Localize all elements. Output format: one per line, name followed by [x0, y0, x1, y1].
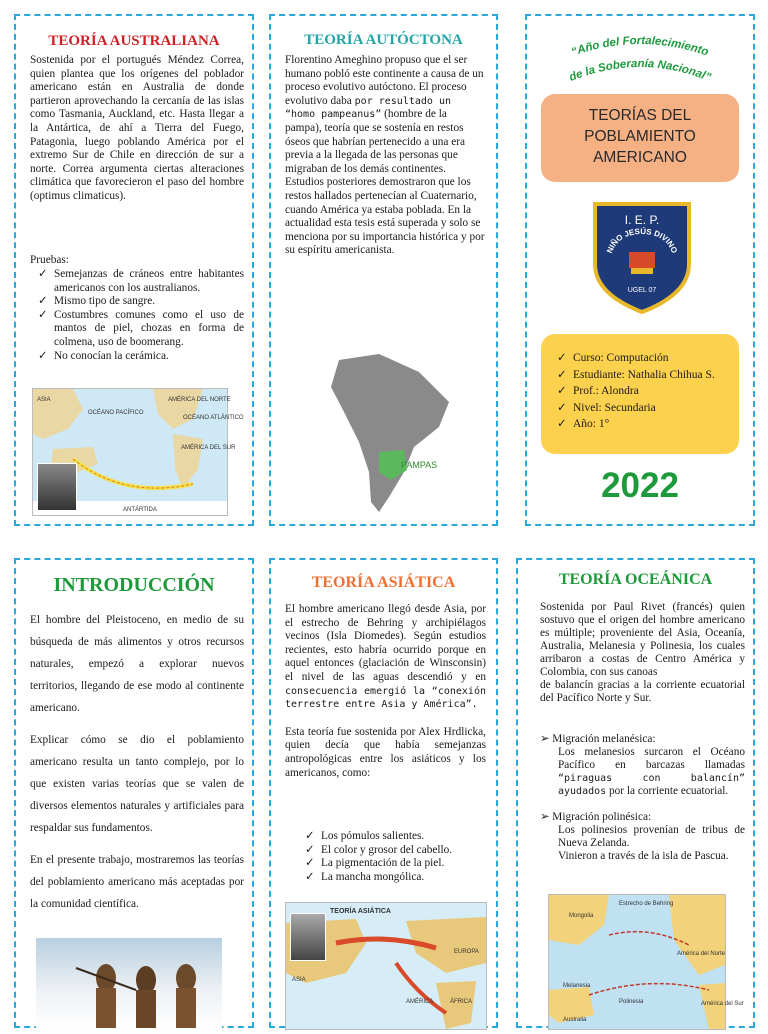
asiatica-list — [301, 830, 485, 884]
map-label-america-sur: América del Sur — [701, 1001, 744, 1007]
map-title: TEORÍA ASIÁTICA — [330, 908, 391, 915]
australiana-pruebas-list — [34, 268, 244, 363]
asiatica-map-image — [285, 902, 487, 1030]
panel-teoria-oceanica — [516, 558, 755, 1028]
intro-paragraph: El hombre del Pleistoceno, en medio de su búsqueda de más alimentos y otros recursos naturales, empezó a explorar nuevos territorios, llegando de ese modo al continente americano. — [30, 614, 244, 714]
panel-introduccion — [14, 558, 254, 1028]
info-item-curso: ✓ Curso: Computación — [557, 350, 729, 367]
map-label-america-sur: AMÉRICA DEL SUR — [181, 445, 236, 451]
list-item: ✓ Costumbres comunes como el uso de mantos de piel, chozas en forma de colmena, uso de boomerang. — [38, 308, 244, 348]
check-icon: ✓ — [38, 268, 48, 280]
list-item: ✓ La mancha mongólica. — [305, 870, 425, 883]
australiana-title: TEORÍA AUSTRALIANA — [48, 33, 220, 49]
panel-teoria-australiana — [14, 14, 254, 526]
motto-line-1: “Año del Fortalecimiento — [570, 34, 710, 59]
map-label-america-norte: América del Norte — [677, 951, 726, 957]
list-item: ✓ El color y grosor del cabello. — [305, 843, 453, 856]
panel-teoria-autoctona — [269, 14, 498, 526]
motto-line-2: de la Soberanía Nacional” — [567, 57, 713, 84]
asiatica-body: El hombre americano llegó desde Asia, por el estrecho de Behring y archipiélagos vecinos (Isla Diomedes). Según estudios recientes, esto habría ocurrido porque en aquel entonces (glaciación de Winsconsin) el nivel de las aguas descendió y en consecuencia emergió la “conexión terrestre entre Asia y América”. Esta teoría fue sostenida por Alex Hrdlicka, quien decía que había semejanzas antropológicas entre los asiáticos y los americanos, como: — [285, 603, 486, 779]
cover-info-list — [553, 350, 729, 433]
list-item: ✓ Mismo tipo de sangre. — [38, 295, 156, 308]
info-item-estudiante: ✓ Estudiante: Nathalia Chihua S. — [557, 367, 729, 384]
svg-text:“Año del Fortalecimiento — [570, 35, 710, 59]
cover-title-line: POBLAMIENTO — [584, 128, 696, 145]
cover-title-line: TEORÍAS DEL — [588, 107, 692, 124]
motto-arc — [527, 24, 753, 104]
oceanica-map-image — [548, 894, 744, 1030]
arrow-icon: ➢ — [540, 811, 550, 823]
check-icon: ✓ — [38, 308, 48, 321]
check-icon: ✓ — [305, 830, 315, 842]
info-item-nivel: ✓ Nivel: Secundaria — [557, 400, 729, 417]
check-icon: ✓ — [305, 870, 315, 883]
svg-text:de la Soberanía Nacional” — [568, 58, 713, 84]
asiatica-title: TEORÍA ASIÁTICA — [311, 574, 456, 591]
portrait-photo — [37, 463, 77, 511]
list-item: ✓ La pigmentación de la piel. — [305, 857, 445, 870]
check-icon: ✓ — [38, 349, 48, 362]
list-item: ✓ Semejanzas de cráneos entre habitantes americanos con los australianos. — [38, 268, 244, 294]
check-icon: ✓ — [557, 368, 567, 381]
panel-cover — [525, 14, 755, 526]
map-label-atlantico: OCÉANO ATLÁNTICO — [183, 415, 244, 421]
map-label-asia: ASIA — [292, 977, 306, 983]
logo-arc-text: NIÑO JESÚS DIVINO — [605, 226, 679, 255]
list-item: ✓ Los pómulos salientes. — [305, 830, 425, 842]
autoctona-body: Florentino Ameghino propuso que el ser humano pobló este continente a causa de un proceso evolutivo autóctono. El proceso evolutivo daba por resultado un “homo pampeanus” (hombre de la pampa), teoría que se sostenía en restos óseos que habrían pertenecido a una era previa a la llegada de las personas que migraban de los demás continentes. Estudios posteriores demostraron que los restos hallados pertenecían al Cuaternario, cuando América ya estaba poblada. En la actualidad esta tesis está superada y solo se menciona por su importancia histórica y por su espíritu americanista. — [285, 54, 485, 257]
intro-paragraph: Explicar cómo se dio el poblamiento americano resulta un tanto complejo, por lo que existen varias teorías que se valen de diversos elementos naturales y artificiales para respaldar sus fundamentos. — [30, 734, 244, 834]
cover-title-line: AMERICANO — [593, 149, 687, 166]
list-item: ✓ No conocían la cerámica. — [38, 349, 169, 362]
map-label-australia: Australia — [563, 1017, 587, 1023]
info-item-anio: ✓ Año: 1° — [557, 416, 729, 433]
info-item-prof: ✓ Prof.: Alondra — [557, 383, 729, 400]
map-label-pacifico: OCÉANO PACÍFICO — [88, 410, 144, 416]
introduccion-image — [36, 938, 222, 1028]
map-label-bering: Estrecho de Behring — [619, 901, 674, 907]
check-icon: ✓ — [557, 401, 567, 414]
check-icon: ✓ — [557, 385, 567, 397]
portrait-photo — [290, 913, 326, 961]
cover-year: 2022 — [601, 466, 679, 505]
check-icon: ✓ — [305, 857, 315, 870]
australiana-body: Sostenida por el portugués Méndez Correa, quien plantea que los orígenes del poblador americano están en Australia de donde partieron aprovechando la cercanía de las islas como Tasmania, Auckland, etc. Hasta llegar a la Antártica, de ahí a Tierra del Fuego, Patagonia, luego poblando América por el extremo Sur de Chile en dirección de sur a norte. Correa argumenta ciertas alteraciones climática que favorecieron el paso del hombre (optimus climaticus). — [30, 54, 244, 202]
map-label-polinesia: Polinesia — [619, 999, 644, 1005]
cover-info-box — [541, 334, 739, 454]
autoctona-map-image — [309, 352, 459, 516]
map-label-europa: EUROPA — [454, 949, 479, 955]
check-icon: ✓ — [305, 843, 315, 856]
map-label-mongolia: Mongolia — [569, 913, 594, 919]
oceanica-title: TEORÍA OCEÁNICA — [558, 571, 713, 588]
oceanica-mig2: ➢ Migración polinésica: Los polinesios provenían de tribus de Nueva Zelanda. Vinieron a través de la isla de Pascua. — [540, 811, 745, 862]
map-label-antartida: ANTÁRTIDA — [123, 507, 157, 513]
logo-bottom-text: UGEL 07 — [627, 287, 657, 294]
oceanica-mig1: ➢ Migración melanésica: Los melanesios surcaron el Océano Pacífico en barcazas llamadas “piraguas con balancín” ayudados por la corriente ecuatorial. — [540, 733, 745, 797]
oceanica-body: Sostenida por Paul Rivet (francés) quien sostuvo que el origen del hombre americano es múltiple; proveniente del Asia, Oceanía, Australia, Melanesia y Polinesia, los cuales arribaron a costas de Centro América y Colombia, con sus canoas de balancín gracias a la corriente ecuatorial del Pacífico Norte y Sur. — [540, 601, 745, 704]
map-label-america-norte: AMÉRICA DEL NORTE — [168, 397, 231, 403]
map-label-africa: ÁFRICA — [450, 999, 473, 1005]
australiana-pruebas-label: Pruebas: — [30, 254, 69, 266]
introduccion-title: INTRODUCCIÓN — [53, 574, 215, 596]
check-icon: ✓ — [557, 418, 567, 430]
autoctona-title: TEORÍA AUTÓCTONA — [304, 32, 463, 48]
check-icon: ✓ — [38, 295, 48, 308]
check-icon: ✓ — [557, 352, 567, 364]
map-label-asia: ASIA — [37, 397, 51, 403]
arrow-icon: ➢ — [540, 733, 550, 745]
intro-paragraph: En el presente trabajo, mostraremos las teorías del poblamiento americano más aceptadas por la comunidad científica. — [30, 854, 244, 910]
panel-teoria-asiatica — [269, 558, 498, 1028]
school-logo — [587, 194, 697, 316]
map-label-pampas: PAMPAS — [401, 460, 438, 470]
map-label-america: AMÉRICA — [406, 999, 434, 1005]
cover-title-box — [541, 94, 739, 182]
introduccion-body — [30, 609, 244, 915]
logo-top-text: I. E. P. — [624, 213, 660, 227]
map-label-melanesia: Melanesia — [563, 983, 591, 989]
australiana-map-image — [32, 388, 244, 516]
